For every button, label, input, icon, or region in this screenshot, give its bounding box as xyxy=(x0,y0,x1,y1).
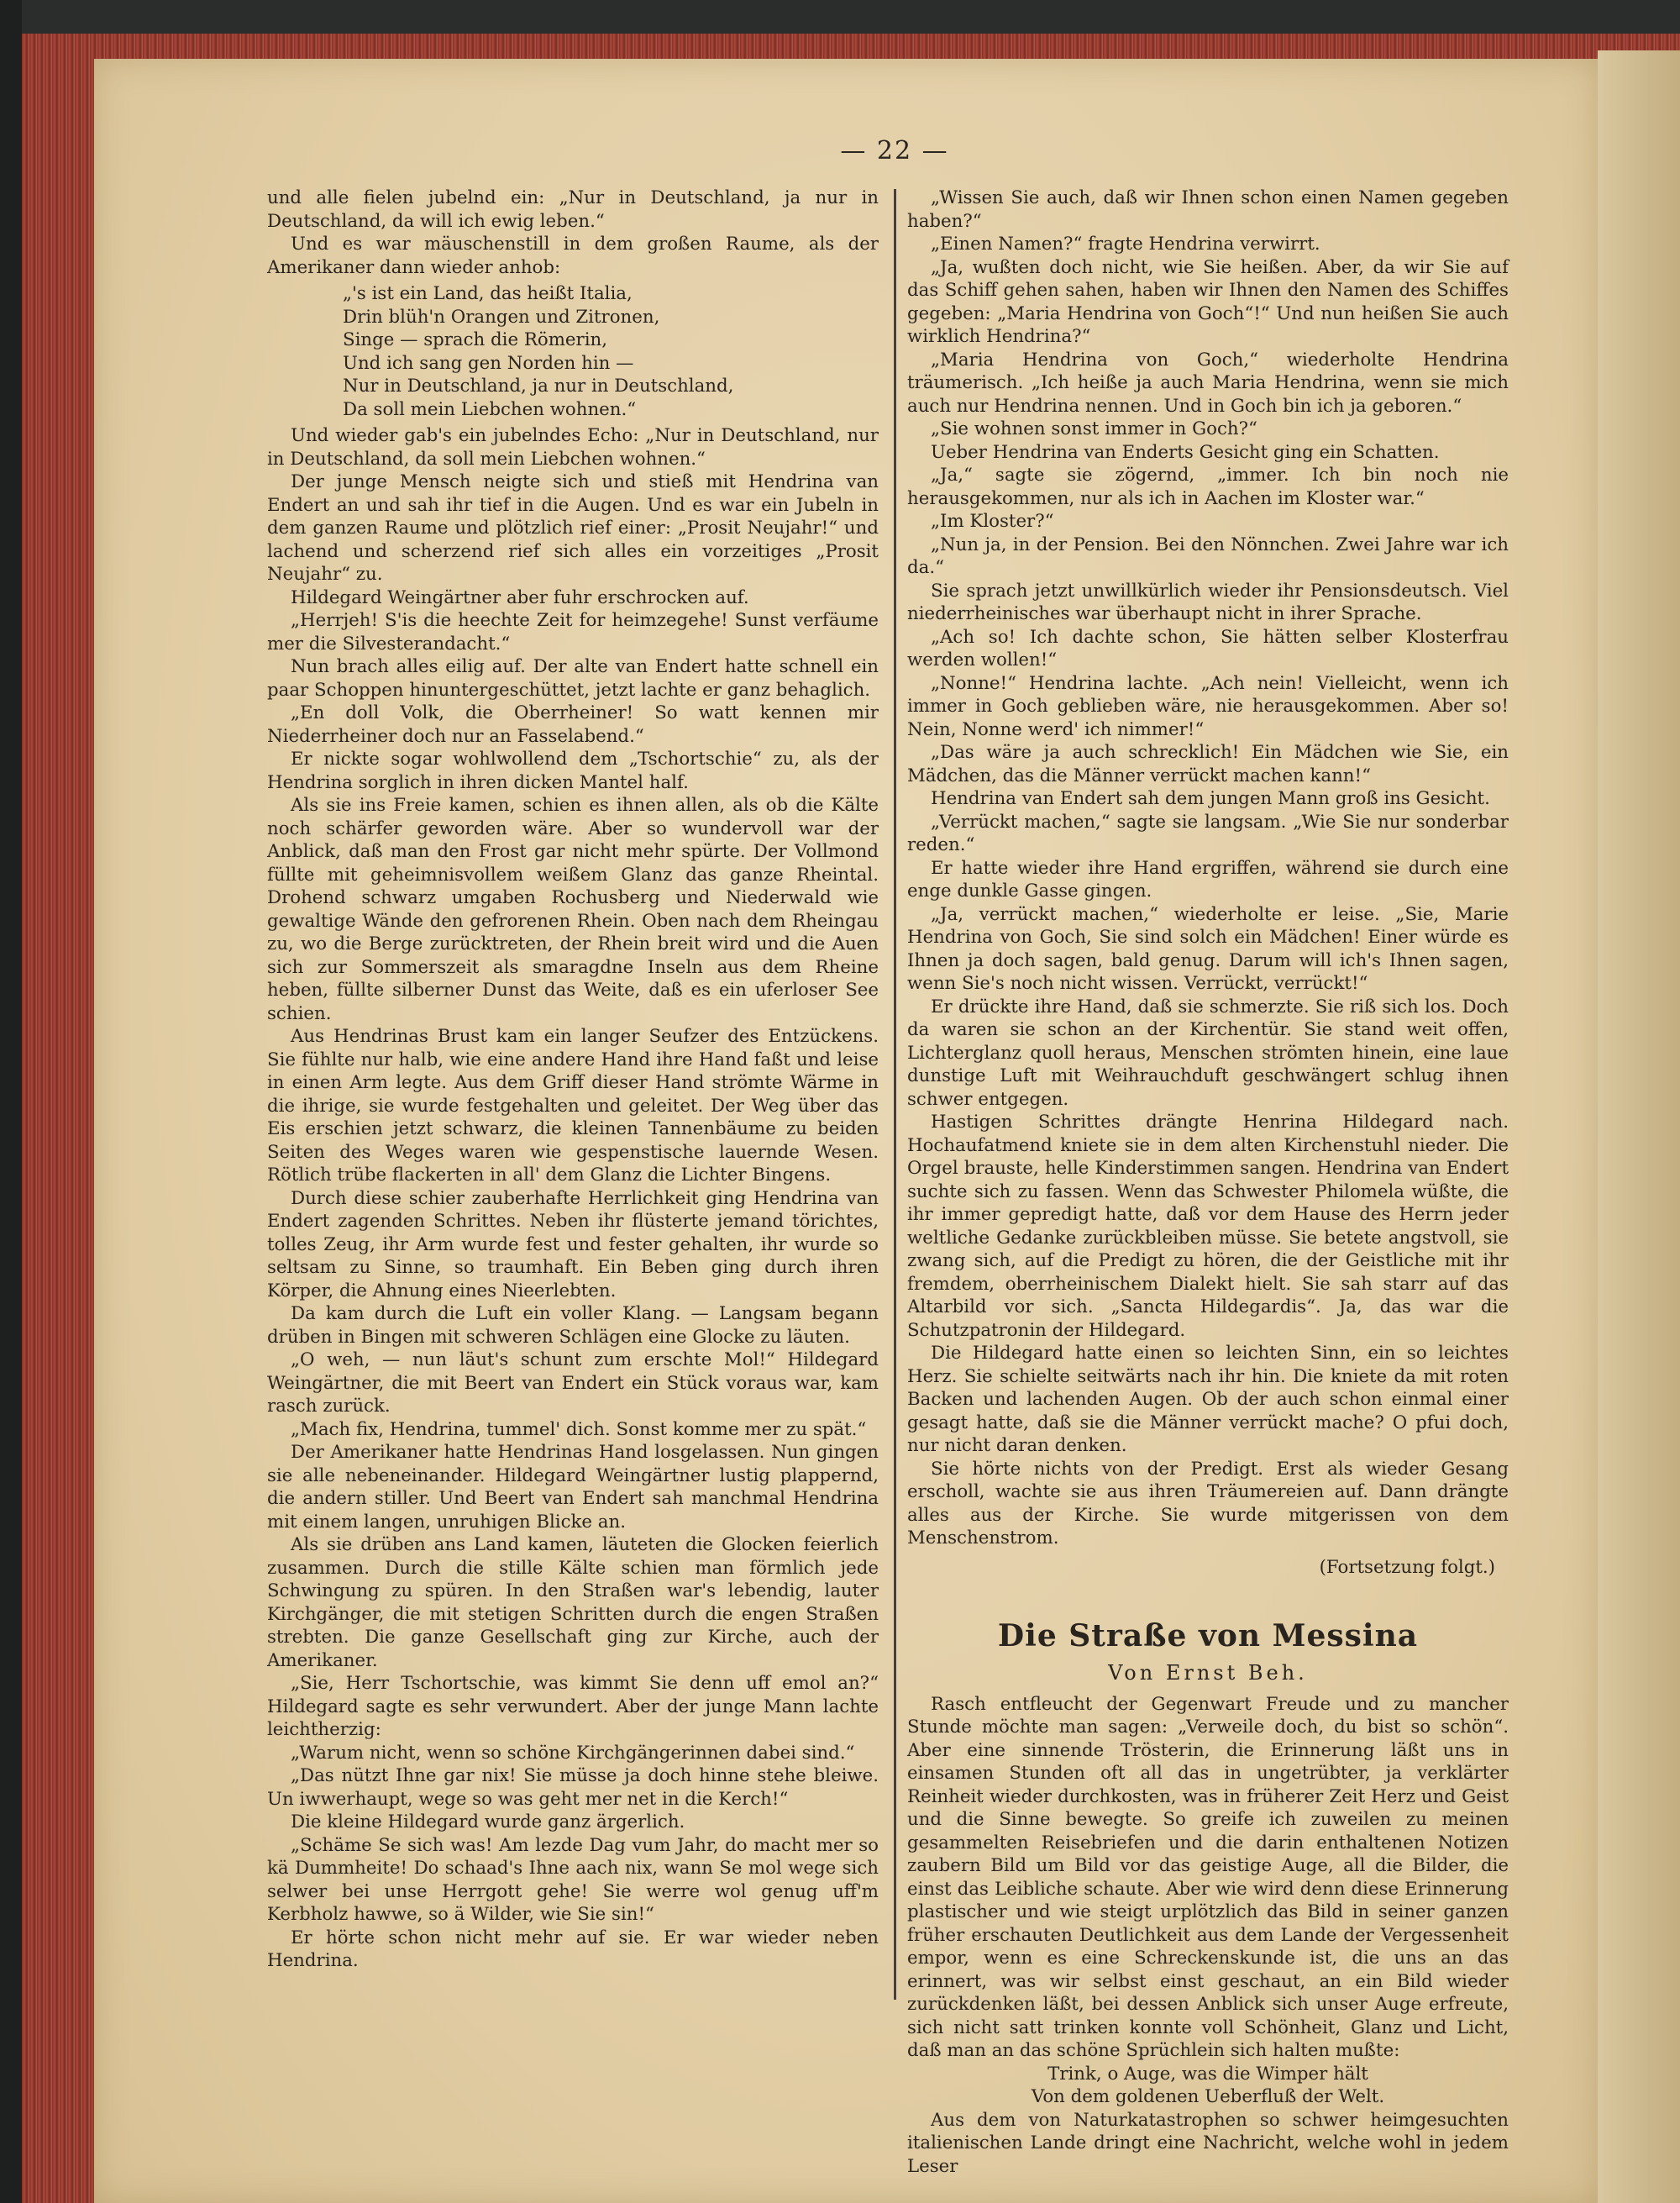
book-binding xyxy=(0,0,22,2203)
paragraph: Er drückte ihre Hand, daß sie schmerzte. Sie riß sich los. Doch da waren sie schon an der Kirchentür. Sie stand weit offen, Lichterglanz quoll heraus, Menschen strömten hinein, eine laue dunstige Luft mit Weihrauchduft geschwängert schlug ihnen schwer entgegen. xyxy=(907,996,1509,1110)
verse-line: „'s ist ein Land, das heißt Italia, xyxy=(343,283,633,304)
paragraph: „Ja,“ sagte sie zögernd, „immer. Ich bin noch nie herausgekommen, nur als ich in Aachen im Kloster war.“ xyxy=(907,465,1509,509)
verse-line: Nur in Deutschland, ja nur in Deutschland, xyxy=(343,376,734,397)
paragraph: „En doll Volk, die Oberrheiner! So watt kennen mir Niederrheiner doch nur an Fasselabend.“ xyxy=(267,702,879,747)
paragraph: „Mach fix, Hendrina, tummel' dich. Sonst komme mer zu spät.“ xyxy=(291,1418,867,1440)
paragraph: und alle fielen jubelnd ein: „Nur in Deutschland, ja nur in Deutschland, da will ich ewig leben.“ xyxy=(267,187,879,232)
verse-line: Und ich sang gen Norden hin — xyxy=(343,352,634,374)
paragraph: Und wieder gab's ein jubelndes Echo: „Nur in Deutschland, nur in Deutschland, da soll mein Liebchen wohnen.“ xyxy=(267,425,879,470)
paragraph: „Warum nicht, wenn so schöne Kirchgängerinnen dabei sind.“ xyxy=(291,1742,855,1764)
paragraph: Aus Hendrinas Brust kam ein langer Seufzer des Entzückens. Sie fühlte nur halb, wie eine andere Hand ihre Hand faßt und leise in einen Arm legte. Aus dem Griff dieser Hand strömte Wärme in die ihrige, sie wurde festgehalten und geleitet. Der Weg über das Eis erschien jetzt schwarz, die kleinen Tannenbäume zu beiden Seiten des Weges waren wie gespenstische lauernde Wesen. Rötlich trübe flackerten in all' dem Glanz die Lichter Bingens. xyxy=(267,1026,879,1186)
paragraph: „Einen Namen?“ fragte Hendrina verwirrt. xyxy=(931,234,1320,255)
paragraph: Die Hildegard hatte einen so leichten Sinn, ein so leichtes Herz. Sie schielte seitwärts nach ihr hin. Die kniete da mit roten Backen und lachenden Augen. Ob der auch schon einmal einer gesagt hatte, daß sie die Männer verrückt mache? O pfui doch, nur nicht daran denken. xyxy=(907,1343,1509,1456)
paragraph: Aus dem von Naturkatastrophen so schwer heimgesuchten italienischen Lande dringt eine Nachricht, welche wohl in jedem Leser xyxy=(907,2109,1509,2177)
paragraph: „Herrjeh! S'is die heechte Zeit for heimzegehe! Sunst verfäume mer die Silvesterandacht.“ xyxy=(267,610,879,655)
couplet-line: Trink, o Auge, was die Wimper hält xyxy=(1047,2063,1368,2085)
paragraph: Sie sprach jetzt unwillkürlich wieder ihr Pensionsdeutsch. Viel niederrheinisches war überhaupt nicht in ihrer Sprache. xyxy=(907,580,1509,624)
page-number: — 22 — xyxy=(840,136,949,166)
paragraph: Hildegard Weingärtner aber fuhr erschrocken auf. xyxy=(291,586,749,608)
paragraph: Und es war mäuschenstill in dem großen Raume, als der Amerikaner dann wieder anhob: xyxy=(267,234,879,278)
paragraph: Er nickte sogar wohlwollend dem „Tschortschie“ zu, als der Hendrina sorglich in ihren dicken Mantel half. xyxy=(267,749,879,793)
article-byline: Von Ernst Beh. xyxy=(1108,1660,1308,1685)
paragraph: Sie hörte nichts von der Predigt. Erst als wieder Gesang erscholl, wachte sie aus ihren Träumereien auf. Dann drängte alles aus der Kirche. Sie wurde mitgerissen von dem Menschenstrom. xyxy=(907,1458,1509,1548)
paragraph: Hastigen Schrittes drängte Henrina Hildegard nach. Hochaufatmend kniete sie in dem alten Kirchenstuhl nieder. Die Orgel brauste, helle Kinderstimmen sangen. Hendrina van Endert suchte sich zu fassen. Wenn das Schwester Philomela wüßte, die ihr immer gepredigt hatte, daß vor dem Hause des Herrn jeder weltliche Gedanke zurückbleiben müsse. Sie betete angstvoll, sie zwang sich, auf die Predigt zu hören, die der Geistliche mit ihr fremdem, oberrheinischem Dialekt hielt. Sie sah starr auf das Altarbild vor sich. „Sancta Hildegardis“. Ja, das war die Schutzpatronin der Hildegard. xyxy=(907,1112,1509,1341)
paragraph: „O weh, — nun läut's schunt zum erschte Mol!“ Hildegard Weingärtner, die mit Beert van Endert ein Stück voraus war, kam rasch zurück. xyxy=(267,1349,879,1417)
paragraph: Als sie drüben ans Land kamen, läuteten die Glocken feierlich zusammen. Durch die stille Kälte schien man förmlich jede Schwingung zu spüren. In den Straßen war's lebendig, lauter Kirchgänger, die mit stetigen Schritten durch die engen Straßen strebten. Die ganze Gesellschaft ging zur Kirche, auch der Amerikaner. xyxy=(267,1534,879,1671)
paragraph: Rasch entfleucht der Gegenwart Freude und zu mancher Stunde möchte man sagen: „Verweile doch, du bist so schön“. Aber eine sinnende Trösterin, die Erinnerung läßt uns in einsamen Stunden oft all das in ungetrübter, ja verklärter Reinheit wieder durchkosten, was in früherer Zeit Herz und Geist und die Sinne bewegte. So greife ich zuweilen zu meinen gesammelten Reisebriefen und die darin enthaltenen Notizen zaubern Bild um Bild vor das geistige Auge, all die Bilder, die einst das Leibliche schaute. Aber wie wird denn diese Erinnerung plastischer und wie steigt urplötzlich das Bild in seiner ganzen früher erschauten Deutlichkeit aus dem Lande der Vergessenheit empor, wenn es eine Schreckenskunde ist, die uns an das erinnert, was wir selbst einst geschaut, an ein Bild wieder zurückdenken läßt, bei dessen Anblick sich unser Auge erfreute, sich nicht satt trinken konnte voll Schönheit, Glanz und Licht, daß man an das schöne Sprüchlein sich halten mußte: xyxy=(907,1693,1509,2061)
verse-line: Drin blüh'n Orangen und Zitronen, xyxy=(343,306,660,328)
paragraph: „Verrückt machen,“ sagte sie langsam. „Wie Sie nur sonderbar reden.“ xyxy=(907,811,1509,855)
article-title: Die Straße von Messina xyxy=(997,1617,1419,1654)
paragraph: „Ja, verrückt machen,“ wiederholte er leise. „Sie, Marie Hendrina von Goch, Sie sind solch ein Mädchen! Einer würde es Ihnen ja doch sagen, bald genug. Darum will ich's Ihnen sagen, wenn Sie's noch nicht wissen. Verrückt, verrückt!“ xyxy=(907,903,1509,994)
paragraph: Er hörte schon nicht mehr auf sie. Er war wieder neben Hendrina. xyxy=(267,1927,879,1971)
paragraph: Als sie ins Freie kamen, schien es ihnen allen, als ob die Kälte noch schärfer geworden wäre. Aber so wundervoll war der Anblick, daß man den Frost gar nicht mehr spürte. Der Vollmond füllte mit geheimnisvollem weißem Glanz das ganze Rheintal. Drohend schwarz umgaben Rochusberg und Niederwald wie gewaltige Wände den gefrorenen Rhein. Oben nach dem Rheingau zu, wo die Berge zurücktreten, der Rhein breit wird und die Auen sich zur Sommerszeit als smaragdne Inseln aus dem Rheine heben, füllte silberner Dunst das Weite, daß es ein uferloser See schien. xyxy=(267,795,879,1024)
paragraph: „Sie, Herr Tschortschie, was kimmt Sie denn uff emol an?“ Hildegard sagte es sehr verwundert. Aber der junge Mann lachte leichtherzig: xyxy=(267,1673,879,1740)
continuation-note: (Fortsetzung folgt.) xyxy=(1319,1556,1495,1578)
column-rule xyxy=(894,189,896,2000)
paragraph: Ueber Hendrina van Enderts Gesicht ging ein Schatten. xyxy=(931,441,1440,463)
paragraph: „Schäme Se sich was! Am lezde Dag vum Jahr, do macht mer so kä Dummheite! Do schaad's Ihne aach nix, wann Se mol wege sich selwer bei unse Herrgott gehe! Sie werre wol genug uff'm Kerbholz hawwe, so ä Wilder, wie Sie sin!“ xyxy=(267,1834,879,1925)
paragraph: Hendrina van Endert sah dem jungen Mann groß ins Gesicht. xyxy=(931,788,1490,809)
paragraph: Die kleine Hildegard wurde ganz ärgerlich. xyxy=(291,1811,685,1832)
poem-verse xyxy=(343,282,879,421)
paragraph: „Maria Hendrina von Goch,“ wiederholte Hendrina träumerisch. „Ich heiße ja auch Maria Hendrina, wenn sie mich auch nur Hendrina nennen. Und in Goch bin ich ja geboren.“ xyxy=(907,349,1509,417)
paragraph: Durch diese schier zauberhafte Herrlichkeit ging Hendrina van Endert zagenden Schrittes. Neben ihr flüsterte jemand törichtes, tolles Zeug, ihr Arm wurde fest und fester gehalten, ihr wurde so seltsam zu Sinne, so traumhaft. Ein Beben ging durch ihren Körper, die Ahnung eines Nieerlebten. xyxy=(267,1187,879,1301)
paragraph: „Nun ja, in der Pension. Bei den Nönnchen. Zwei Jahre war ich da.“ xyxy=(907,534,1509,578)
paragraph: „Sie wohnen sonst immer in Goch?“ xyxy=(931,418,1257,439)
couplet-line: Von dem goldenen Ueberfluß der Welt. xyxy=(1031,2086,1385,2107)
paragraph: „Das wäre ja auch schrecklich! Ein Mädchen wie Sie, ein Mädchen, das die Männer verrückt machen kann!“ xyxy=(907,742,1509,786)
paragraph: Der Amerikaner hatte Hendrinas Hand losgelassen. Nun gingen sie alle nebeneinander. Hildegard Weingärtner lustig plappernd, die andern stiller. Und Beert van Endert sah manchmal Hendrina mit einem langen, unruhigen Blicke an. xyxy=(267,1442,879,1533)
page-edge xyxy=(1598,50,1680,2203)
paragraph: „Ach so! Ich dachte schon, Sie hätten selber Klosterfrau werden wollen!“ xyxy=(907,626,1509,670)
paragraph: Er hatte wieder ihre Hand ergriffen, während sie durch eine enge dunkle Gasse gingen. xyxy=(907,857,1509,902)
left-column xyxy=(267,187,879,1973)
right-column xyxy=(907,187,1509,2178)
paragraph: „Wissen Sie auch, daß wir Ihnen schon einen Namen gegeben haben?“ xyxy=(907,187,1509,232)
paragraph: „Das nützt Ihne gar nix! Sie müsse ja doch hinne stehe bleiwe. Un iwwerhaupt, wege so was geht mer net in die Kerch!“ xyxy=(267,1765,879,1810)
verse-line: Singe — sprach die Römerin, xyxy=(343,329,607,350)
verse-line: Da soll mein Liebchen wohnen.“ xyxy=(343,398,637,420)
paragraph: Der junge Mensch neigte sich und stieß mit Hendrina van Endert an und sah ihr tief in die Augen. Und es war ein Jubeln in dem ganzen Raume und plötzlich rief einer: „Prosit Neujahr!“ und lachend und scherzend rief sich alles ein vorzeitiges „Prosit Neujahr“ zu. xyxy=(267,471,879,585)
paragraph: Nun brach alles eilig auf. Der alte van Endert hatte schnell ein paar Schoppen hinuntergeschüttet, jetzt lachte er ganz behaglich. xyxy=(267,656,879,701)
paragraph: Da kam durch die Luft ein voller Klang. — Langsam begann drüben in Bingen mit schweren Schlägen eine Glocke zu läuten. xyxy=(267,1303,879,1348)
paragraph: „Ja, wußten doch nicht, wie Sie heißen. Aber, da wir Sie auf das Schiff gehen sahen, haben wir Ihnen den Namen des Schiffes gegeben: „Maria Hendrina von Goch“!“ Und nun heißen Sie auch wirklich Hendrina?“ xyxy=(907,256,1509,347)
paragraph: „Nonne!“ Hendrina lachte. „Ach nein! Vielleicht, wenn ich immer in Goch geblieben wäre, nie herausgekommen. Aber so! Nein, Nonne werd' ich nimmer!“ xyxy=(907,672,1509,740)
paragraph: „Im Kloster?“ xyxy=(931,511,1054,532)
